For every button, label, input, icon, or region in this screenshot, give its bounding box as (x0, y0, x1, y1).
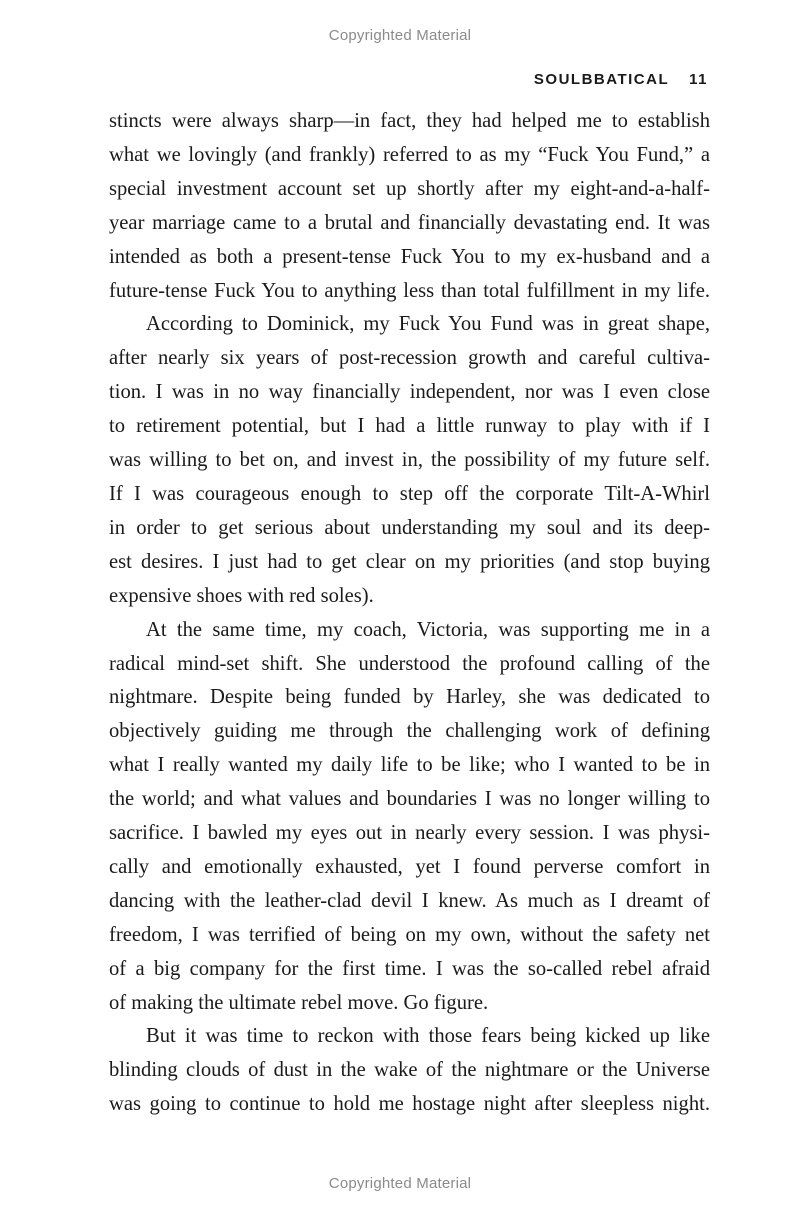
text-line: of making the ultimate rebel move. Go figure. (109, 991, 489, 1014)
text-line: dancing with the leather-clad devil I knew. As much as I dreamt of (109, 889, 710, 912)
running-head-title: SOULBBATICAL (533, 71, 670, 88)
text-line: what we lovingly (and frankly) referred to as my “Fuck You Fund,” a (109, 143, 710, 166)
text-line: cally and emotionally exhausted, yet I found perverse comfort in (109, 855, 710, 878)
text-line: radical mind-set shift. She understood the profound calling of the (109, 652, 710, 675)
text-line: the world; and what values and boundaries I was no longer willing to (109, 788, 710, 811)
text-line: blinding clouds of dust in the wake of the nightmare or the Universe (109, 1059, 710, 1082)
text-line: objectively guiding me through the challenging work of defining (109, 720, 710, 743)
text-line: sacrifice. I bawled my eyes out in nearly every session. I was physi- (109, 822, 710, 845)
text-line: to retirement potential, but I had a little runway to play with if I (109, 415, 710, 438)
text-line: At the same time, my coach, Victoria, was supporting me in a (146, 618, 710, 641)
paragraph (109, 1020, 710, 1122)
text-line: But it was time to reckon with those fears being kicked up like (146, 1025, 710, 1048)
running-header (534, 71, 708, 88)
text-line: was going to continue to hold me hostage night after sleepless night. (109, 1093, 710, 1116)
text-line: tion. I was in no way financially independent, nor was I even close (109, 381, 710, 404)
paragraph (109, 308, 710, 613)
text-line: expensive shoes with red soles). (109, 584, 374, 607)
text-line: was willing to bet on, and invest in, the possibility of my future self. (109, 449, 710, 472)
text-line: what I really wanted my daily life to be like; who I wanted to be in (109, 754, 710, 777)
text-line: According to Dominick, my Fuck You Fund was in great shape, (146, 313, 710, 336)
text-line: after nearly six years of post-recession growth and careful cultiva- (109, 347, 710, 370)
page-number: 11 (689, 71, 708, 88)
text-line: stincts were always sharp—in fact, they had helped me to establish (109, 110, 710, 132)
copyright-watermark-bottom: Copyrighted Material (328, 1175, 472, 1192)
copyright-watermark-top: Copyrighted Material (328, 27, 472, 44)
text-line: nightmare. Despite being funded by Harley, she was dedicated to (109, 686, 710, 709)
text-line: year marriage came to a brutal and financially devastating end. It was (109, 211, 710, 234)
text-line: future-tense Fuck You to anything less than total fulfillment in my life. (109, 279, 710, 302)
text-line: of a big company for the first time. I was the so-called rebel afraid (109, 957, 710, 980)
text-line: in order to get serious about understanding my soul and its deep- (109, 516, 710, 539)
text-line: If I was courageous enough to step off the corporate Tilt-A-Whirl (109, 482, 710, 505)
paragraph (109, 614, 710, 1021)
text-line: freedom, I was terrified of being on my own, without the safety net (109, 923, 710, 946)
text-line: intended as both a present-tense Fuck You to my ex-husband and a (109, 245, 710, 268)
paragraph (109, 105, 710, 308)
text-line: special investment account set up shortly after my eight-and-a-half- (109, 177, 710, 200)
body-text (109, 105, 710, 1122)
text-line: est desires. I just had to get clear on my priorities (and stop buying (109, 550, 710, 573)
